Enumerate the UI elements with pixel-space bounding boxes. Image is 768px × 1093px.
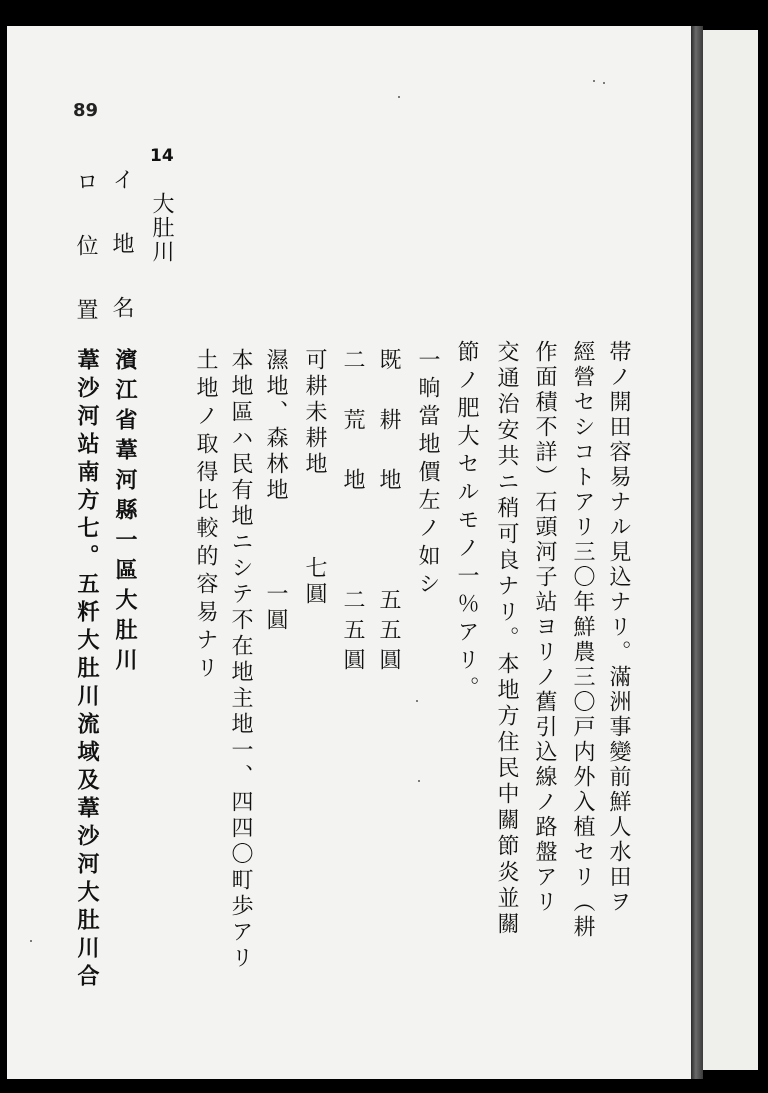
page-number: 89 — [73, 100, 99, 121]
price-header: 一晌當地價左ノ如シ — [415, 348, 440, 600]
scan-speck — [603, 82, 605, 84]
section-title: 大肚川 — [149, 192, 174, 264]
page-edge-shadow — [691, 26, 703, 1079]
scan-speck — [30, 940, 32, 942]
body-line-4: 交通治安共ニ稍可良ナリ。本地方住民中關節炎並關 — [494, 340, 519, 938]
scan-speck — [593, 80, 595, 82]
body-line-1: 帯ノ開田容易ナル見込ナリ。滿洲事變前鮮人水田ヲ — [606, 340, 631, 915]
place-name-text: 濱江省葦河縣一區大肚川 — [112, 348, 138, 678]
arable-price: 可耕未耕地 七圓 — [302, 348, 327, 608]
section-number: 14 — [150, 146, 174, 166]
wet-forest-price: 濕地、森林地 一圓 — [263, 348, 288, 634]
body-line-3: 作面積不詳）石頭河子站ヨリノ舊引込線ノ路盤アリ — [532, 340, 557, 915]
body-line-2: 經營セシコトアリ三〇年鮮農三〇戸内外入植セリ（耕 — [570, 340, 595, 940]
label-location: ロ 位 置 — [73, 170, 98, 330]
scan-speck — [416, 700, 418, 702]
location-text: 葦沙河站南方七。五粁大肚川流域及葦沙河大肚川合 — [74, 348, 100, 992]
label-place-name: イ 地 名 — [109, 168, 134, 328]
adjacent-page — [703, 30, 758, 1070]
cultivated-price: 既 耕 地 五五圓 — [376, 348, 401, 678]
body-line-5: 節ノ肥大セルモノ一％アリ。 — [454, 340, 479, 704]
scan-speck — [418, 780, 420, 782]
scan-speck — [398, 96, 400, 98]
waste-land-price: 二 荒 地 二五圓 — [340, 348, 365, 678]
ownership-note: 本地區ハ民有地ニシテ不在地主地一、四四〇町歩アリ — [228, 348, 253, 972]
land-acquisition-note: 土地ノ取得比較的容易ナリ — [193, 348, 218, 684]
